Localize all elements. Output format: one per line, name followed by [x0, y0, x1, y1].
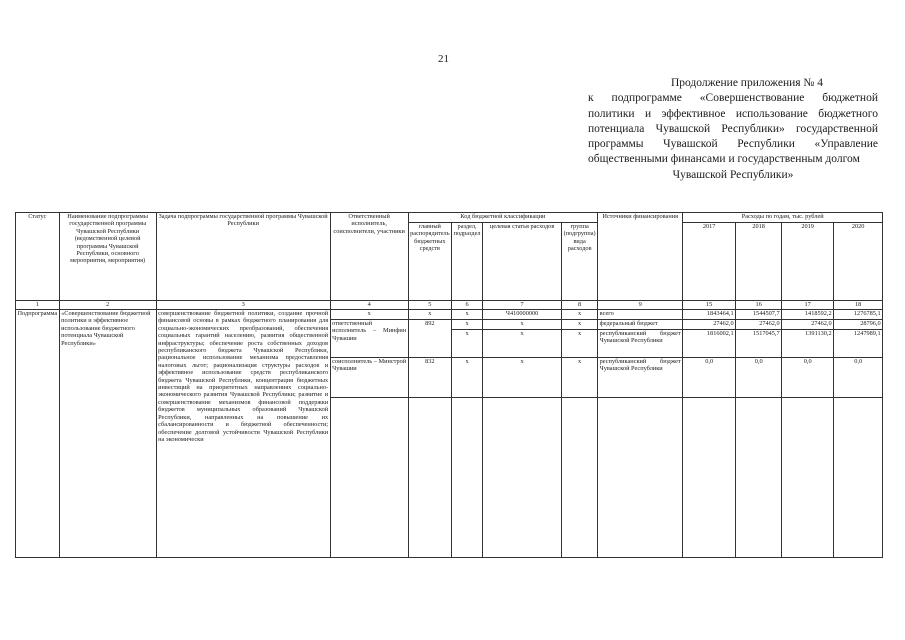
- main-manager-cell: 832: [408, 358, 451, 398]
- target-article-cell: Ч410000000: [483, 310, 562, 320]
- value-2017: 1843464,1: [683, 310, 736, 320]
- column-number: 3: [156, 301, 330, 310]
- column-number: 4: [330, 301, 408, 310]
- expense-group-cell: х: [562, 358, 598, 398]
- column-number: 8: [562, 301, 598, 310]
- header-expenses: Расходы по годам, тыс. рублей: [683, 213, 883, 223]
- main-manager-cell: х: [408, 310, 451, 320]
- column-number: 15: [683, 301, 736, 310]
- source-cell: республиканский бюджет Чувашской Республики: [598, 330, 683, 358]
- empty-cell: [598, 398, 683, 558]
- target-article-cell: х: [483, 358, 562, 398]
- value-2020: 28796,0: [834, 320, 883, 330]
- appendix-header: [588, 76, 878, 183]
- empty-cell: [562, 398, 598, 558]
- main-manager-cell: 892: [408, 320, 451, 358]
- task-cell: совершенствование бюджетной политики, создание прочной финансовой основы в рамках бюджетного планирования для социально-экономических преобразований, обеспечения социальных гарантий населению, развития общественной инфраструктуры; обеспечение роста собственных доходов республиканского бюджета Чувашской Республики, рациональное использование механизма предоставления налоговых льгот; рационализация структуры расходов и эффективное использование средств республиканского бюджета Чувашской Республики, концентрация бюджетных инвестиций на приоритетных направлениях социально-экономического развития Чувашской Республики; развитие и совершенствование механизмов финансовой поддержки бюджетов муниципальных образований Чувашской Республики, направленных на повышение их сбалансированности и бюджетной обеспеченности; обеспечение долговой устойчивости Чувашской Республики на экономически: [156, 310, 330, 558]
- header-expense-group: группа (подгруппа) вида расходов: [562, 223, 598, 301]
- column-number: 9: [598, 301, 683, 310]
- value-2017: 27462,0: [683, 320, 736, 330]
- section-cell: х: [452, 320, 483, 330]
- empty-cell: [834, 398, 883, 558]
- column-number: 1: [16, 301, 60, 310]
- value-2020: 1276785,1: [834, 310, 883, 320]
- column-number: 7: [483, 301, 562, 310]
- page-number: 21: [438, 53, 449, 65]
- empty-cell: [330, 398, 408, 558]
- expense-group-cell: х: [562, 320, 598, 330]
- header-section: раздел, подраздел: [452, 223, 483, 301]
- empty-cell: [408, 398, 451, 558]
- target-article-cell: х: [483, 330, 562, 358]
- appendix-last-line: Чувашской Республики»: [672, 168, 794, 181]
- expense-group-cell: х: [562, 310, 598, 320]
- header-target-article: целевая статья расходов: [483, 223, 562, 301]
- section-cell: х: [452, 358, 483, 398]
- header-executor: Ответственный исполнитель, соисполнители, участники: [330, 213, 408, 301]
- source-cell: республиканский бюджет Чувашской Республики: [598, 358, 683, 398]
- value-2019: 27462,0: [782, 320, 834, 330]
- value-2018: 1544507,7: [736, 310, 782, 320]
- column-number: 18: [834, 301, 883, 310]
- value-2019: 1418592,2: [782, 310, 834, 320]
- column-number: 16: [736, 301, 782, 310]
- header-status: Статус: [16, 213, 60, 301]
- appendix-body: к подпрограмме «Совершенствование бюджетной политики и эффективное использование бюджетного потенциала Чувашской Республики» государственной программы Чувашской Республики «Управление общественными финансами и государственным долгом: [588, 92, 878, 166]
- value-2018: 27462,0: [736, 320, 782, 330]
- source-cell: всего: [598, 310, 683, 320]
- name-cell: «Совершенствование бюджетной политики и эффективное использование бюджетного потенциала Чувашской Республики»: [59, 310, 156, 558]
- value-2017: 0,0: [683, 358, 736, 398]
- table-row: [16, 310, 883, 320]
- value-2018: 0,0: [736, 358, 782, 398]
- header-year-2017: 2017: [683, 223, 736, 301]
- header-name: Наименование подпрограммы государственной программы Чувашской Республики (ведомственной целевой программы Чувашской Республики, основного мероприятия, мероприятия): [59, 213, 156, 301]
- header-year-2020: 2020: [834, 223, 883, 301]
- target-article-cell: х: [483, 320, 562, 330]
- value-2019: 0,0: [782, 358, 834, 398]
- header-year-2019: 2019: [782, 223, 834, 301]
- value-2017: 1816002,1: [683, 330, 736, 358]
- source-cell: федеральный бюджет: [598, 320, 683, 330]
- empty-cell: [736, 398, 782, 558]
- column-number: 6: [452, 301, 483, 310]
- column-number-row: [16, 301, 883, 310]
- header-main-manager: главный распорядитель бюджетных средств: [408, 223, 451, 301]
- value-2020: 0,0: [834, 358, 883, 398]
- executor-cell: ответственный исполнитель – Минфин Чувашии: [330, 320, 408, 358]
- executor-cell: соисполнитель – Минстрой Чувашии: [330, 358, 408, 398]
- header-budget-code: Код бюджетной классификации: [408, 213, 598, 223]
- empty-cell: [782, 398, 834, 558]
- empty-cell: [483, 398, 562, 558]
- section-cell: х: [452, 310, 483, 320]
- value-2018: 1517045,7: [736, 330, 782, 358]
- budget-table: [15, 212, 883, 558]
- empty-cell: [452, 398, 483, 558]
- value-2020: 1247989,1: [834, 330, 883, 358]
- empty-cell: [683, 398, 736, 558]
- value-2019: 1391130,2: [782, 330, 834, 358]
- column-number: 5: [408, 301, 451, 310]
- header-sources: Источники финансирования: [598, 213, 683, 301]
- header-year-2018: 2018: [736, 223, 782, 301]
- executor-cell: х: [330, 310, 408, 320]
- status-cell: Подпрограмма: [16, 310, 60, 558]
- column-number: 2: [59, 301, 156, 310]
- section-cell: х: [452, 330, 483, 358]
- appendix-title: Продолжение приложения № 4: [670, 77, 824, 89]
- header-row-1: [16, 213, 883, 223]
- expense-group-cell: х: [562, 330, 598, 358]
- column-number: 17: [782, 301, 834, 310]
- header-task: Задача подпрограммы государственной программы Чувашской Республики: [156, 213, 330, 301]
